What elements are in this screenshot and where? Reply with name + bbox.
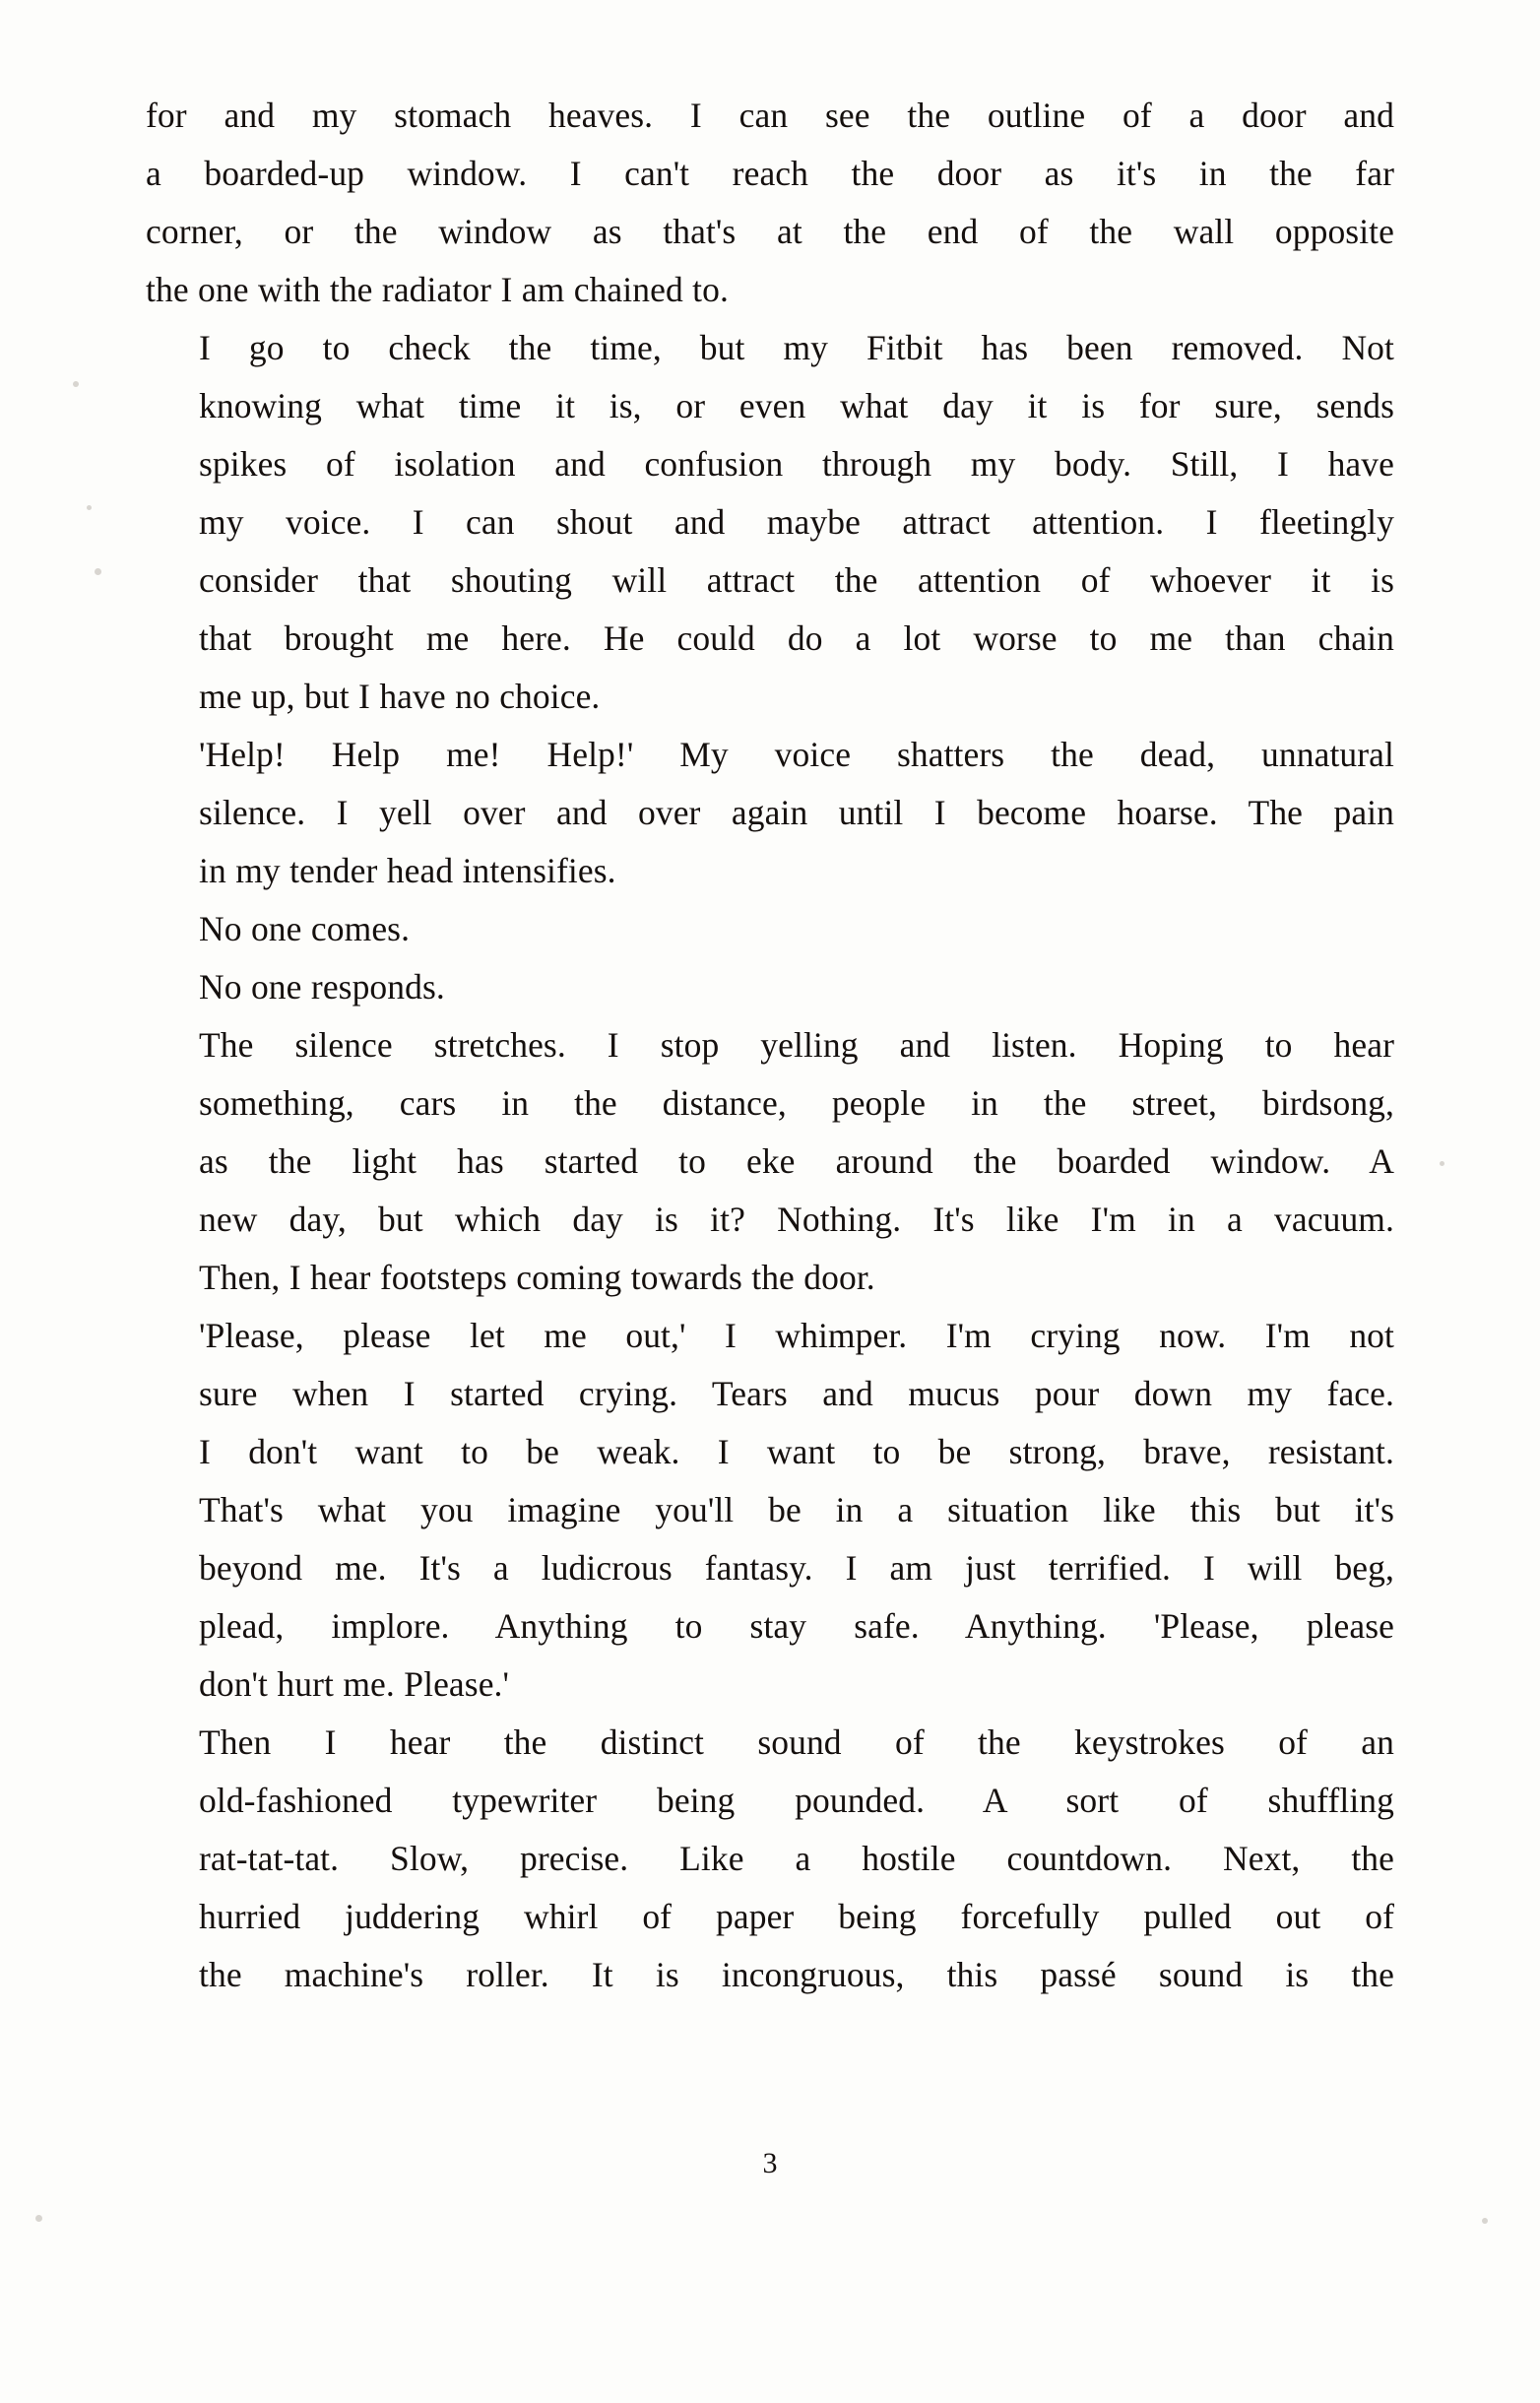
- text-line: that brought me here. He could do a lot worse to me than chain: [199, 618, 1394, 658]
- text-line: the one with the radiator I am chained to.: [146, 270, 729, 309]
- paper-speck: [1440, 1161, 1444, 1166]
- paragraph: [146, 726, 1394, 900]
- text-line: the machine's roller. It is incongruous, this passé sound is the: [199, 1955, 1394, 1994]
- text-line: plead, implore. Anything to stay safe. Anything. 'Please, please: [199, 1606, 1394, 1646]
- text-line: That's what you imagine you'll be in a situation like this but it's: [199, 1490, 1394, 1529]
- paragraph: [146, 1016, 1394, 1307]
- text-line: Then I hear the distinct sound of the keystrokes of an: [199, 1722, 1394, 1762]
- text-line: knowing what time it is, or even what day it is for sure, sends: [199, 386, 1394, 425]
- text-line: hurried juddering whirl of paper being forcefully pulled out of: [199, 1897, 1394, 1936]
- text-line: No one responds.: [199, 967, 445, 1007]
- paragraph: [146, 958, 1394, 1016]
- text-line: beyond me. It's a ludicrous fantasy. I am just terrified. I will beg,: [199, 1548, 1394, 1588]
- text-line: old-fashioned typewriter being pounded. A sort of shuffling: [199, 1781, 1394, 1820]
- body-text-column: [146, 87, 1394, 2004]
- text-line: for and my stomach heaves. I can see the outline of a door and: [146, 96, 1394, 135]
- text-line: silence. I yell over and over again until I become hoarse. The pain: [199, 793, 1394, 832]
- text-line: don't hurt me. Please.': [199, 1664, 510, 1704]
- text-line: consider that shouting will attract the attention of whoever it is: [199, 560, 1394, 600]
- text-line: my voice. I can shout and maybe attract attention. I fleetingly: [199, 502, 1394, 542]
- paragraph: [146, 87, 1394, 319]
- text-line: sure when I started crying. Tears and mucus pour down my face.: [199, 1374, 1394, 1413]
- text-line: new day, but which day is it? Nothing. It's like I'm in a vacuum.: [199, 1200, 1394, 1239]
- paragraph: [146, 319, 1394, 726]
- text-line: a boarded-up window. I can't reach the door as it's in the far: [146, 154, 1394, 193]
- page-number: 3: [762, 2147, 778, 2179]
- text-line: I go to check the time, but my Fitbit has been removed. Not: [199, 328, 1394, 367]
- text-line: rat-tat-tat. Slow, precise. Like a hostile countdown. Next, the: [199, 1839, 1394, 1878]
- text-line: spikes of isolation and confusion through my body. Still, I have: [199, 444, 1394, 484]
- text-line: I don't want to be weak. I want to be strong, brave, resistant.: [199, 1432, 1394, 1471]
- text-line: 'Help! Help me! Help!' My voice shatters the dead, unnatural: [199, 735, 1394, 774]
- paragraph: [146, 1307, 1394, 1714]
- paragraph: [146, 900, 1394, 958]
- paper-speck: [35, 2215, 42, 2222]
- text-line: as the light has started to eke around the boarded window. A: [199, 1141, 1394, 1181]
- text-line: me up, but I have no choice.: [199, 677, 601, 716]
- text-line: corner, or the window as that's at the end of the wall opposite: [146, 212, 1394, 251]
- text-line: something, cars in the distance, people in the street, birdsong,: [199, 1083, 1394, 1123]
- paper-speck: [95, 568, 101, 575]
- text-line: in my tender head intensifies.: [199, 851, 616, 890]
- text-line: The silence stretches. I stop yelling and listen. Hoping to hear: [199, 1025, 1394, 1065]
- text-line: No one comes.: [199, 909, 411, 948]
- paper-speck: [1482, 2218, 1488, 2224]
- text-line: 'Please, please let me out,' I whimper. I'm crying now. I'm not: [199, 1316, 1394, 1355]
- paper-speck: [73, 381, 79, 387]
- paper-speck: [87, 505, 92, 510]
- paragraph: [146, 1714, 1394, 2004]
- text-line: Then, I hear footsteps coming towards the door.: [199, 1258, 875, 1297]
